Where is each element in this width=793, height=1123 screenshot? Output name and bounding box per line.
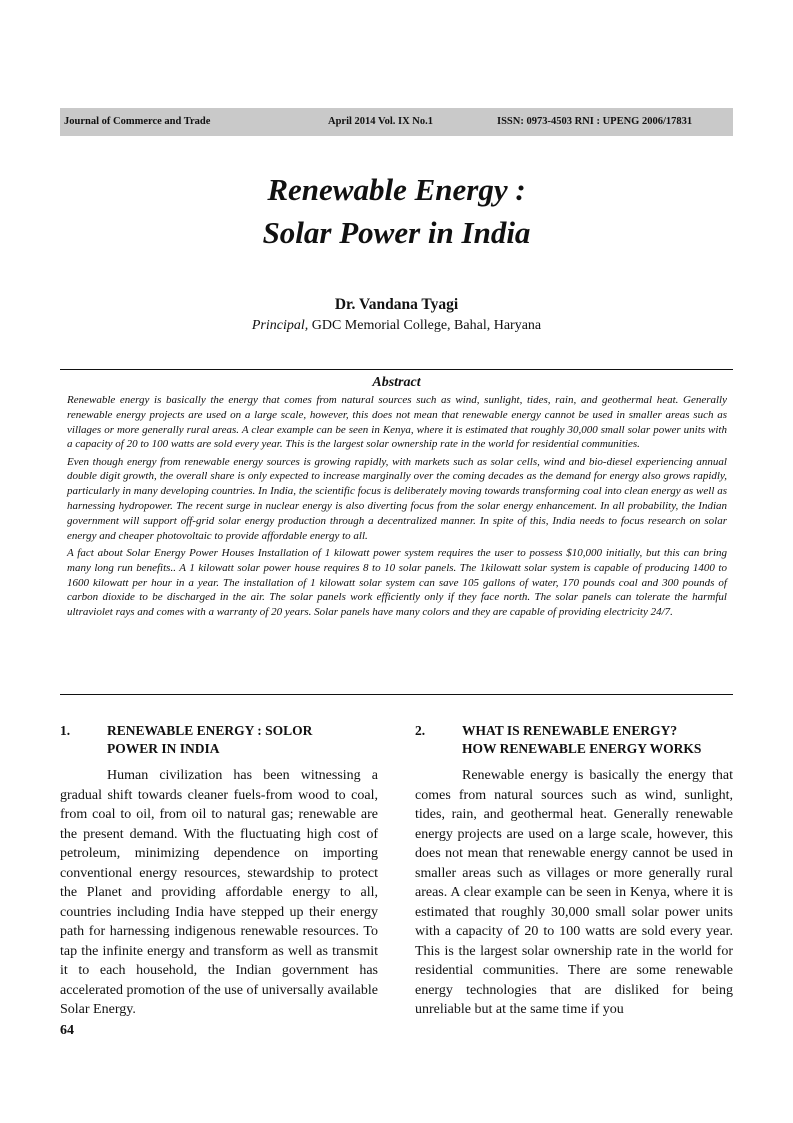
author-affiliation (60, 318, 733, 334)
journal-header-bar (60, 108, 733, 136)
abstract-paragraph: Renewable energy is basically the energy that comes from natural sources such as wind, sunlight, tides, rain, and geothermal heat. Generally renewable energy projects are used on a large scale, however, this does not mean that renewable energy cannot be used in smaller areas such as villages or more generally rural areas. A clear example can be seen in Kenya, where it is estimated that roughly 30,000 small solar power units with a capacity of 20 to 100 watts are sold every year. This is the largest solar ownership rate in the world for residential communities. (67, 394, 727, 451)
affiliation-text: GDC Memorial College, Bahal, Haryana (311, 318, 542, 333)
author-name: Dr. Vandana Tyagi (334, 296, 459, 313)
section-number: 2. (415, 723, 426, 738)
journal-name: Journal of Commerce and Trade (64, 116, 211, 127)
section-title-line-1: WHAT IS RENEWABLE ENERGY? (462, 723, 678, 738)
journal-issue: April 2014 Vol. IX No.1 (328, 116, 434, 127)
abstract-top-rule (60, 369, 733, 370)
section-title (462, 722, 747, 758)
section-2-body: Renewable energy is basically the energy that comes from natural sources such as wind, sunlight, tides, rain, and geothermal heat. Generally renewable energy projects are used on a large scale, however, this does not mean that renewable energy cannot be used in smaller areas such as villages or more generally rural areas. A clear example can be seen in Kenya, where it is estimated that roughly 30,000 small solar power units with a capacity of 20 to 100 watts are sold every year. This is the largest solar ownership rate in the world for residential communities. There are some renewable energy technologies that are disliked for being unreliable but at the same time if you (415, 768, 733, 1017)
section-title-line-2: POWER IN INDIA (107, 741, 220, 756)
section-1-body: Human civilization has been witnessing a gradual shift towards cleaner fuels-from wood to coal, from coal to oil, from oil to natural gas; renewable are the present demand. With the fluctuating high cost of petroleum, minimizing dependence on importing conventional energy resources, stewardship to protect the Planet and providing affordable energy to all, countries including India have stepped up their energy path for harnessing indigenous renewable resources. To tap the infinite energy and transform as well as transmit it to each household, the Indian government has accelerated promotion of the use of universally available Solar Energy. (60, 768, 378, 1017)
abstract-paragraph: A fact about Solar Energy Power Houses Installation of 1 kilowatt power system requires the user to possess $10,000 initially, but this can bring many long run benefits.. A 1 kilowatt solar power house requires 8 to 10 solar panels. The 1kilowatt solar system is capable of producing 1400 to 1600 kilowatt per hour in a year. The installation of 1 kilowatt solar system can save 105 gallons of water, 170 pounds coal and 300 pounds of carbon dioxide to be discharged in the air. The solar panels work efficiently only if they face north. The solar panels can tolerate the harmful ultraviolet rays and comes with a warranty of 20 years. Solar panels have many colors and they are capable of providing electricity 24/7. (67, 546, 727, 619)
abstract-bottom-rule (60, 694, 733, 695)
journal-issn: ISSN: 0973-4503 RNI : UPENG 2006/17831 (497, 116, 693, 127)
section-title-line-2: HOW RENEWABLE ENERGY WORKS (462, 741, 702, 756)
abstract-heading: Abstract (372, 375, 421, 390)
abstract-paragraph: Even though energy from renewable energy sources is growing rapidly, with markets such as solar cells, wind and bio-diesel experiencing annual double digit growth, the overall share is only expected to increase marginally over the coming decades as the demand for energy also grows rapidly, particularly in many developing countries. In India, the scientific focus is deliberately moving towards transforming coal into clean energy as well as harnessing hydropower. The recent surge in nuclear energy is also diverting focus from the solar energy enhancement. In all probability, the Indian government will support off-grid solar energy production through a decentralized manner. In spite of this, India needs to focus research on solar energy and cheaper photovoltaic to provide affordable energy to all. (67, 455, 727, 542)
abstract-body (67, 393, 727, 622)
author-role: Principal, (251, 318, 309, 333)
title-line-2: Solar Power in India (262, 215, 531, 250)
section-title-line-1: RENEWABLE ENERGY : SOLOR (107, 723, 313, 738)
page-number: 64 (60, 1023, 74, 1038)
section-number: 1. (60, 723, 71, 738)
title-line-1: Renewable Energy : (267, 172, 526, 207)
section-title (107, 722, 392, 758)
article-title (60, 168, 733, 254)
